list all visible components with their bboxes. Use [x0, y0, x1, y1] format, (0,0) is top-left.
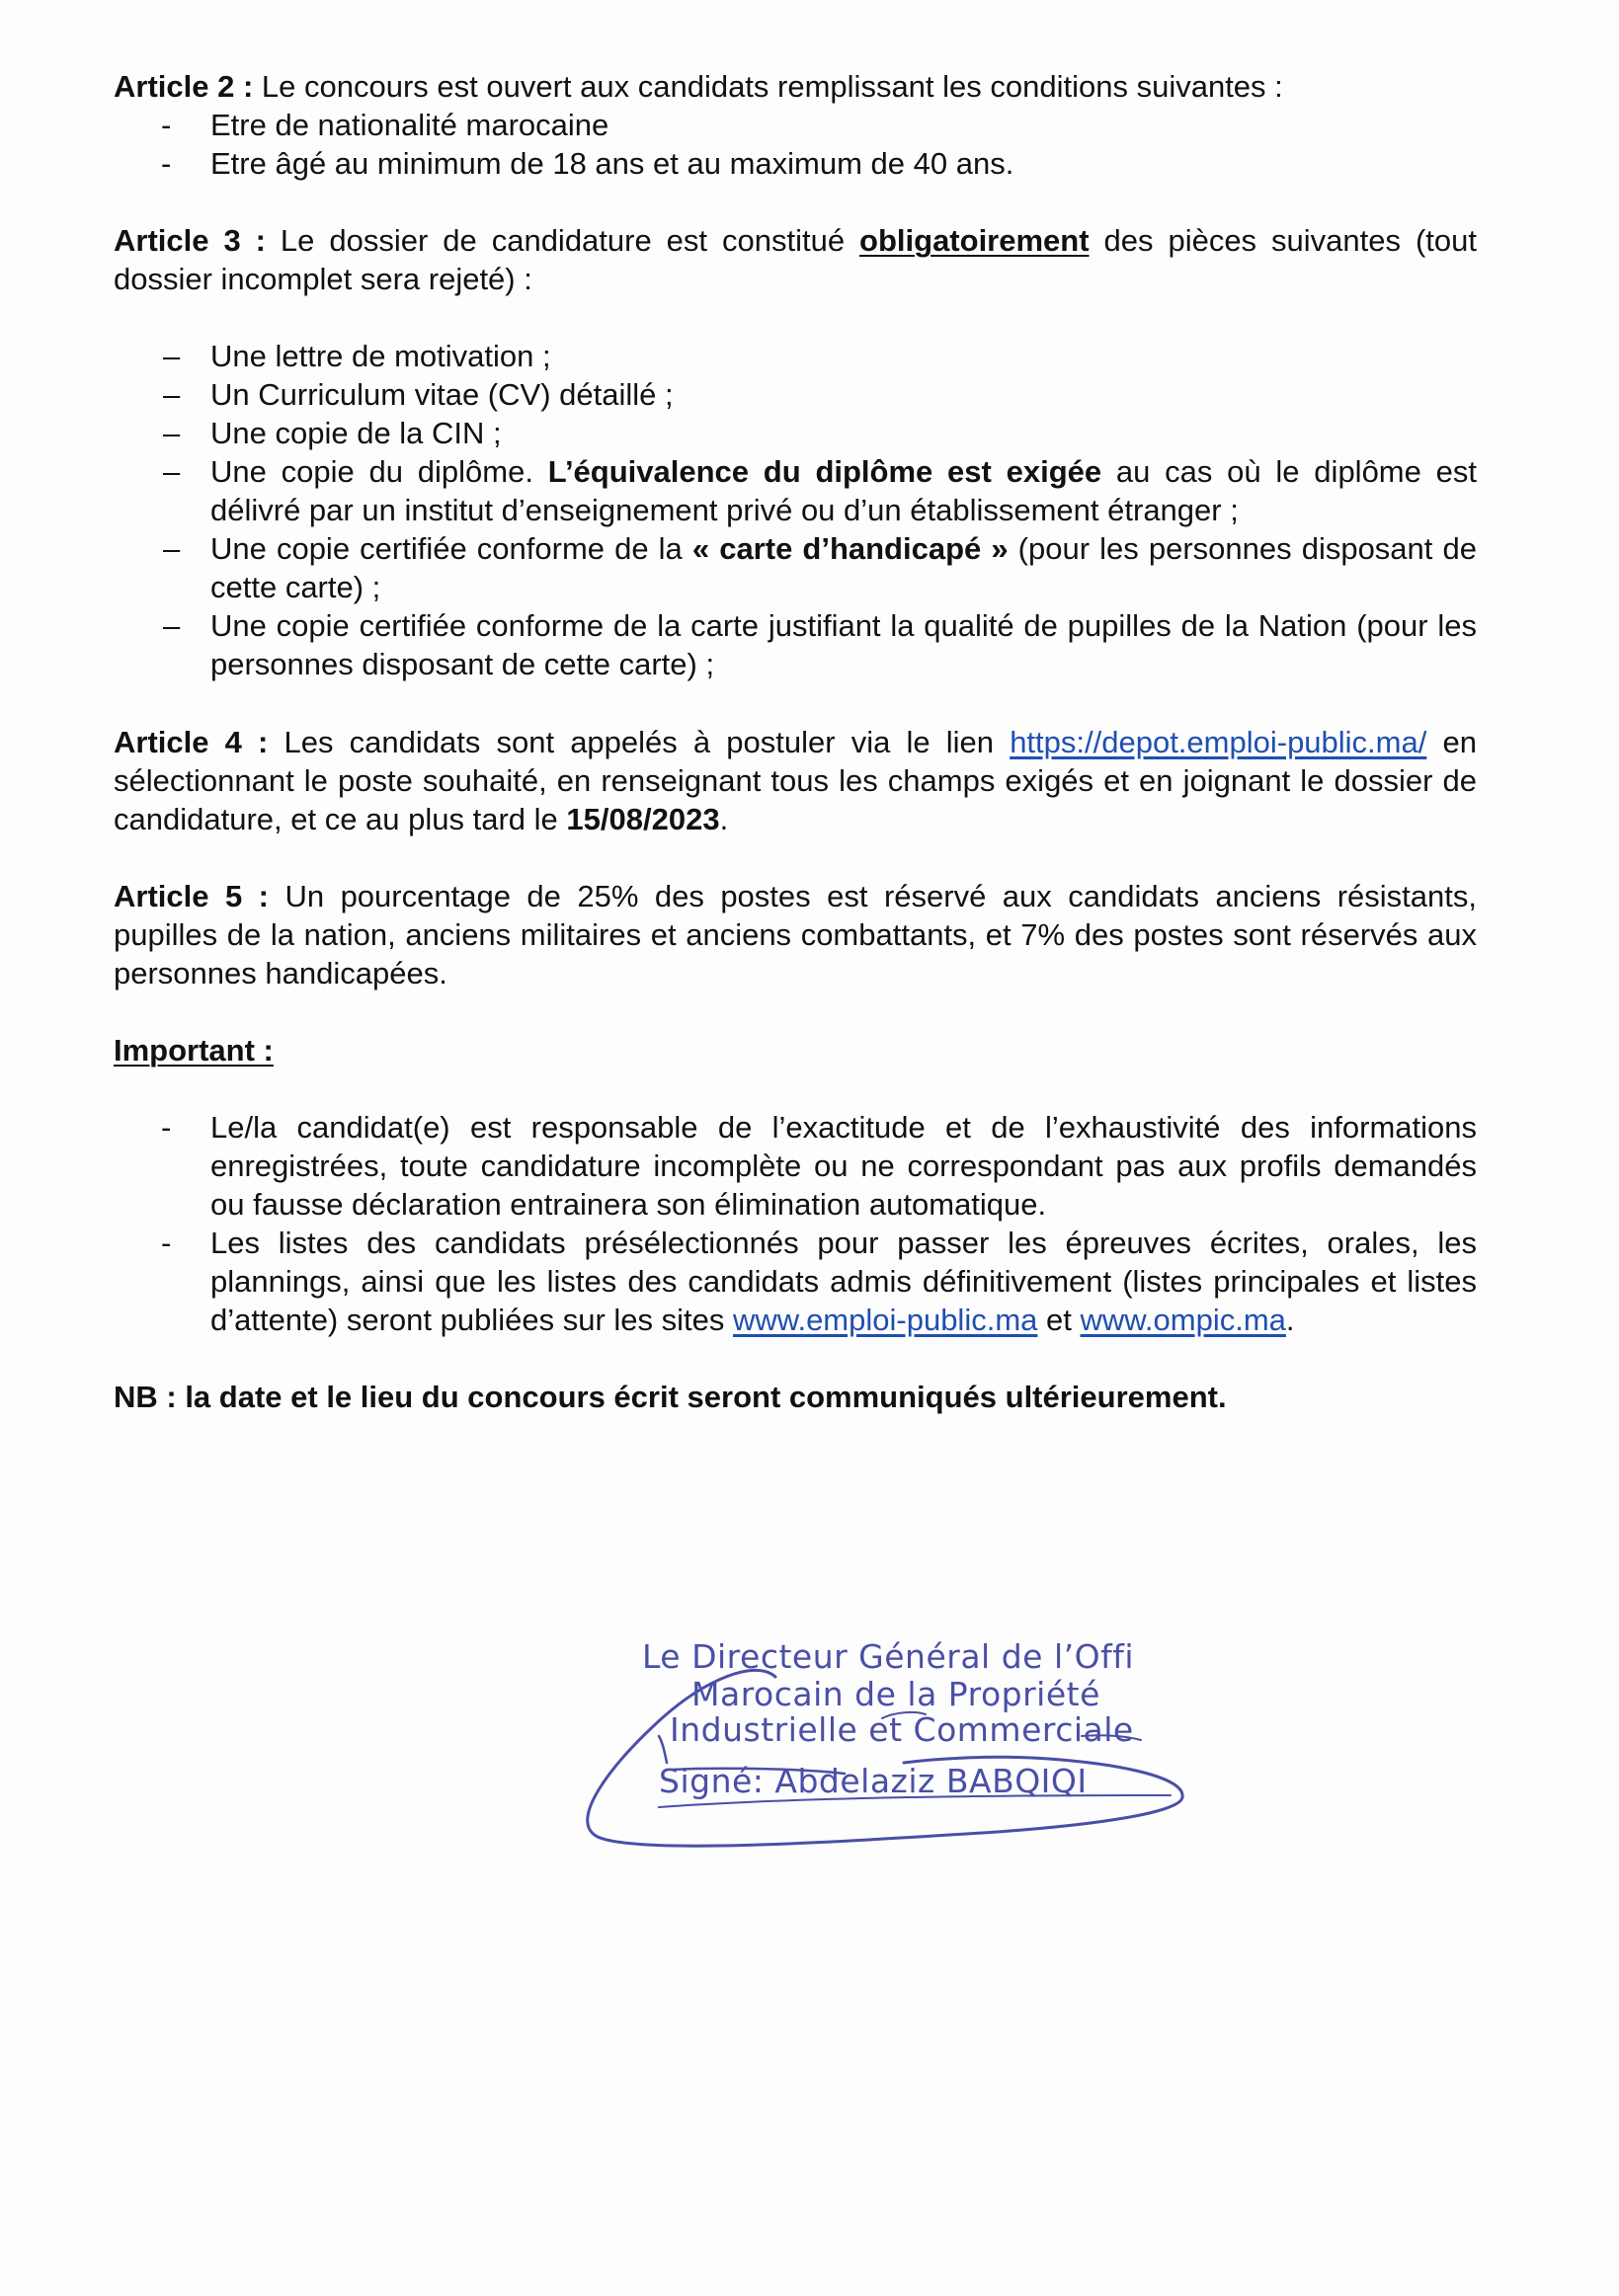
- dash-bullet: –: [163, 454, 181, 489]
- hyphen-bullet: -: [161, 1226, 172, 1260]
- article-3-label: Article 3 :: [114, 223, 266, 258]
- hyphen-bullet: -: [161, 1110, 172, 1145]
- hyphen-bullet: -: [161, 108, 172, 142]
- list-item: – Une copie du diplôme. L’équivalence du diplôme est exigée au cas où le diplôme est délivré par un institut d’enseignement privé ou d’un établissement étranger ;: [163, 454, 1477, 527]
- article-2: [114, 67, 1477, 183]
- article-5: Article 5 : Un pourcentage de 25% des postes est réservé aux candidats anciens résistants, pupilles de la nation, anciens militaires et anciens combattants, et 7% des postes sont réservés aux personnes handicapées.: [114, 879, 1478, 990]
- emploi-public-link[interactable]: www.emploi-public.ma: [733, 1303, 1038, 1337]
- article-2-conditions: [114, 106, 1477, 183]
- stamp-line-3: Industrielle et Commerciale: [670, 1710, 1134, 1749]
- important-list: [114, 1108, 1477, 1339]
- list-item: – Une copie de la CIN ;: [163, 416, 502, 450]
- list-item: – Une copie certifiée conforme de la carte justifiant la qualité de pupilles de la Nation (pour les personnes disposant de cette carte) ;: [163, 608, 1477, 681]
- handwritten-signature-icon: [568, 1620, 1200, 1857]
- dash-bullet: –: [163, 339, 181, 373]
- nb-note: NB : la date et le lieu du concours écrit seront communiqués ultérieurement.: [114, 1380, 1227, 1414]
- deadline-date: 15/08/2023: [566, 802, 720, 836]
- document-body: [114, 67, 1477, 1416]
- list-item: - Le/la candidat(e) est responsable de l’exactitude et de l’exhaustivité des informations enregistrées, toute candidature incomplète ou ne correspondant pas aux profils demandés ou fausse déclaration entrainera son élimination automatique.: [161, 1110, 1477, 1222]
- list-item: – Un Curriculum vitae (CV) détaillé ;: [163, 377, 674, 412]
- list-item: - Etre âgé au minimum de 18 ans et au maximum de 40 ans.: [161, 146, 1014, 181]
- hyphen-bullet: -: [161, 146, 172, 181]
- dash-bullet: –: [163, 416, 181, 450]
- dash-bullet: –: [163, 531, 181, 566]
- stamp-line-2: Marocain de la Propriété: [691, 1675, 1100, 1713]
- signature-stamp: [568, 1620, 1200, 1857]
- article-3: Article 3 : Le dossier de candidature est constitué obligatoirement des pièces suivantes (tout dossier incomplet sera rejeté) : – Une lettre de motivation ; – Un Curriculum vitae (CV) détaillé ; – Une copie de la CIN ; – Une copie du diplôme. L’équivalence du diplôme est exigée au cas où le diplôme est délivré par un institut d’enseignement privé ou d’un établissement étranger ; – Une copie certifiée conforme de la « carte d’handicapé » (pour les personnes disposant de cette carte) ; – Une copie certifiée conforme de la carte justifiant la qualité de pupilles de la Nation (pour les personnes disposant de cette carte) ;: [114, 223, 1477, 681]
- obligatoirement-emphasis: obligatoirement: [859, 223, 1090, 258]
- article-2-label: Article 2 :: [114, 69, 254, 104]
- ompic-link[interactable]: www.ompic.ma: [1080, 1303, 1286, 1337]
- article-4: Article 4 : Les candidats sont appelés à postuler via le lien https://depot.emploi-public.ma/ en sélectionnant le poste souhaité, en renseignant tous les champs exigés et en joignant le dossier de candidature, et ce au plus tard le 15/08/2023.: [114, 725, 1477, 836]
- article-5-label: Article 5 :: [114, 879, 269, 913]
- dash-bullet: –: [163, 608, 181, 643]
- depot-link[interactable]: https://depot.emploi-public.ma/: [1010, 725, 1427, 759]
- article-2-text: Le concours est ouvert aux candidats remplissant les conditions suivantes :: [253, 69, 1283, 104]
- list-item: - Les listes des candidats présélectionnés pour passer les épreuves écrites, orales, les plannings, ainsi que les listes des candidats admis définitivement (listes principales et listes d’attente) seront publiées sur les sites www.emploi-public.ma et www.ompic.ma.: [161, 1226, 1477, 1337]
- stamp-line-1: Le Directeur Général de l’Offi: [642, 1637, 1134, 1676]
- important-section: [114, 1031, 1477, 1339]
- important-heading: Important :: [114, 1033, 274, 1068]
- article-4-label: Article 4 :: [114, 725, 269, 759]
- list-item: – Une lettre de motivation ;: [163, 339, 551, 373]
- list-item: - Etre de nationalité marocaine: [161, 108, 609, 142]
- article-3-documents: [114, 337, 1477, 683]
- dash-bullet: –: [163, 377, 181, 412]
- list-item: – Une copie certifiée conforme de la « carte d’handicapé » (pour les personnes disposant de cette carte) ;: [163, 531, 1477, 604]
- stamp-line-4: Signé: Abdelaziz BABQIQI: [659, 1762, 1088, 1800]
